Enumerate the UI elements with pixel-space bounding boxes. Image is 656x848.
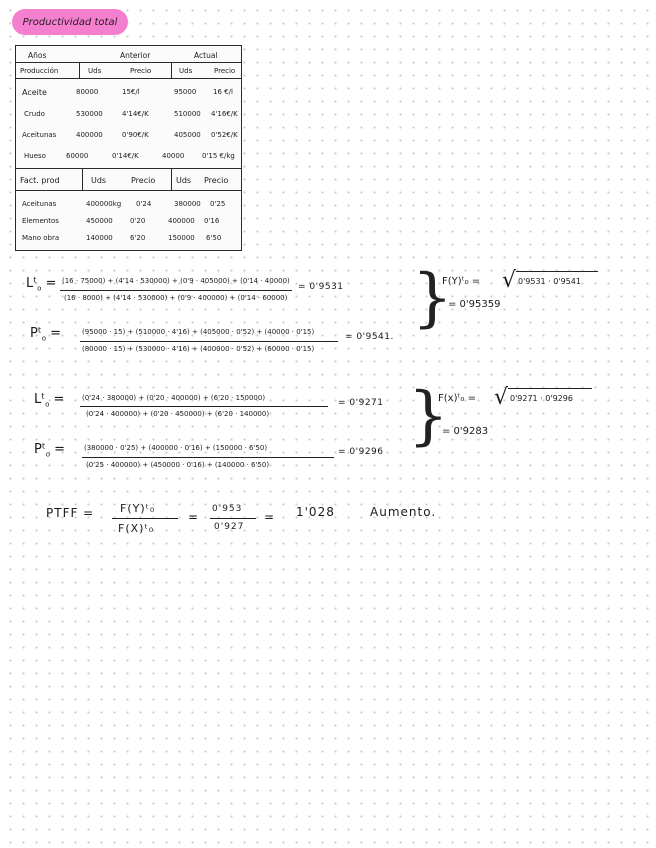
ptff-num: F(Y)ᵗ₀ xyxy=(120,502,156,515)
product-name: Crudo xyxy=(24,110,45,118)
eq2-numerator: (95000 · 15) + (510000 · 4'16) + (405000 · 0'52) + (40000 · 0'15) xyxy=(82,328,315,336)
eq2-symbol: Pᵗ xyxy=(30,326,42,341)
ptff-den2: 0'927 xyxy=(214,522,245,532)
cell: 400000 xyxy=(168,217,195,225)
cell: 150000 xyxy=(168,234,195,242)
eq3-result: = 0'9271 xyxy=(338,398,384,408)
cell: 380000 xyxy=(174,200,201,208)
eq3-numerator: (0'24 · 380000) + (0'20 · 400000) + (6'20 · 150000) xyxy=(82,394,266,402)
cell: 4'14€/K xyxy=(122,110,149,118)
cell: 40000 xyxy=(162,152,185,160)
subheader-uds-act: Uds xyxy=(179,67,193,75)
sqrt-bar xyxy=(508,388,592,389)
eq4-result: = 0'9296 xyxy=(338,447,384,457)
brace-input: } xyxy=(408,379,449,453)
eq2-denominator: (80000 · 15) + (530000 · 4'16) + (400000 · 0'52) + (60000 · 0'15) xyxy=(82,345,315,353)
subheader-precio-act: Precio xyxy=(204,176,229,185)
eq4-denominator: (0'25 · 400000) + (450000 · 0'16) + (140000 · 6'50) xyxy=(86,461,270,469)
ptff-result-word: Aumento. xyxy=(370,505,437,519)
ptff-eq2: = xyxy=(264,510,276,524)
eq4-symbol: Pᵗ xyxy=(34,442,46,457)
eq1-denominator: (16 · 8000) + (4'14 · 530000) + (0'9 · 400000) + (0'14 · 60000) xyxy=(64,294,288,302)
subheader-uds-act: Uds xyxy=(176,176,192,185)
product-name: Hueso xyxy=(24,152,46,160)
cell: 0'20 xyxy=(130,217,146,225)
header-previous: Anterior xyxy=(120,51,151,60)
cell: 0'14€/K xyxy=(112,152,139,160)
eq2-fraction-bar xyxy=(80,341,338,342)
factor-name: Elementos xyxy=(22,217,59,225)
fy-label: F(Y)ᵗ₀ = xyxy=(442,276,481,287)
fy-radicand: 0'9531 · 0'9541 xyxy=(518,277,581,286)
ptff-fraction-bar xyxy=(112,518,178,519)
eq2-result: = 0'9541. xyxy=(345,332,394,342)
factor-name: Aceitunas xyxy=(22,200,57,208)
eq1-subscript: o xyxy=(37,284,42,293)
subheader-uds-ant: Uds xyxy=(88,67,102,75)
eq4-lhs: Pᵗ$_o$ = xyxy=(34,442,66,459)
title-highlight xyxy=(12,9,128,35)
cell: 16 €/l xyxy=(213,88,233,96)
cell: 0'52€/K xyxy=(211,131,238,139)
eq4-numerator: (380000 · 0'25) + (400000 · 0'16) + (150000 · 6'50) xyxy=(84,444,268,452)
subheader-uds-ant: Uds xyxy=(91,176,107,185)
sqrt-icon: √ xyxy=(502,268,517,293)
subheader-precio-ant: Precio xyxy=(131,176,156,185)
cell: 400000kg xyxy=(86,200,122,208)
ptff-label: PTFF = xyxy=(46,506,95,520)
cell: 140000 xyxy=(86,234,113,242)
cell: 4'16€/K xyxy=(211,110,238,118)
cell: 80000 xyxy=(76,88,99,96)
eq1-symbol: Lᵗ xyxy=(26,276,38,291)
header-years: Años xyxy=(28,51,47,60)
fx-result: = 0'9283 xyxy=(442,426,489,437)
page-title: Productividad total xyxy=(22,16,118,28)
ptff-eq: = xyxy=(188,510,200,524)
production-table xyxy=(15,45,242,251)
ptff-num2: 0'953 xyxy=(212,504,243,514)
cell: 405000 xyxy=(174,131,201,139)
ptff-den: F(X)ᵗ₀ xyxy=(118,522,155,535)
cell: 6'50 xyxy=(206,234,222,242)
subheader-factors: Fact. prod xyxy=(20,176,60,185)
subheader-precio-act: Precio xyxy=(214,67,236,75)
cell: 400000 xyxy=(76,131,103,139)
cell: 6'20 xyxy=(130,234,146,242)
eq4-subscript: o xyxy=(45,450,50,459)
eq1-result: = 0'9531 xyxy=(298,282,344,292)
brace-output: } xyxy=(412,261,453,335)
cell: 0'24 xyxy=(136,200,152,208)
eq1-lhs: Lᵗ$_o$ = xyxy=(26,276,57,293)
eq2-subscript: o xyxy=(41,334,46,343)
product-name: Aceitunas xyxy=(22,131,57,139)
cell: 450000 xyxy=(86,217,113,225)
ptff-fraction-bar-2 xyxy=(210,518,256,519)
eq1-fraction-bar xyxy=(60,290,292,291)
cell: 0'90€/K xyxy=(122,131,149,139)
factor-name: Mano obra xyxy=(22,234,60,242)
eq2-lhs: Pᵗ$_o$ = xyxy=(30,326,62,343)
cell: 510000 xyxy=(174,110,201,118)
cell: 530000 xyxy=(76,110,103,118)
eq3-symbol: Lᵗ xyxy=(34,392,46,407)
eq1-numerator: (16 · 75000) + (4'14 · 530000) + (0'9 · 405000) + (0'14 · 40000) xyxy=(62,277,290,285)
cell: 60000 xyxy=(66,152,89,160)
eq3-denominator: (0'24 · 400000) + (0'20 · 450000) + (6'20 · 140000) xyxy=(86,410,270,418)
subheader-precio-ant: Precio xyxy=(130,67,152,75)
cell: 0'15 €/kg xyxy=(202,152,235,160)
fy-result: = 0'95359 xyxy=(448,299,501,310)
fx-label: F(x)ᵗ₀ = xyxy=(438,393,476,404)
product-name: Aceite xyxy=(22,88,47,97)
cell: 95000 xyxy=(174,88,197,96)
eq3-fraction-bar xyxy=(80,406,328,407)
eq3-lhs: Lᵗ$_o$ = xyxy=(34,392,65,409)
sqrt-bar xyxy=(516,271,598,272)
cell: 0'16 xyxy=(204,217,220,225)
subheader-production: Producción xyxy=(20,67,59,75)
eq4-fraction-bar xyxy=(82,457,334,458)
sqrt-icon: √ xyxy=(494,385,509,410)
cell: 15€/l xyxy=(122,88,140,96)
fx-radicand: 0'9271 · 0'9296 xyxy=(510,394,573,403)
cell: 0'25 xyxy=(210,200,226,208)
eq3-subscript: o xyxy=(45,400,50,409)
header-current: Actual xyxy=(194,51,218,60)
ptff-value: 1'028 xyxy=(296,505,335,519)
